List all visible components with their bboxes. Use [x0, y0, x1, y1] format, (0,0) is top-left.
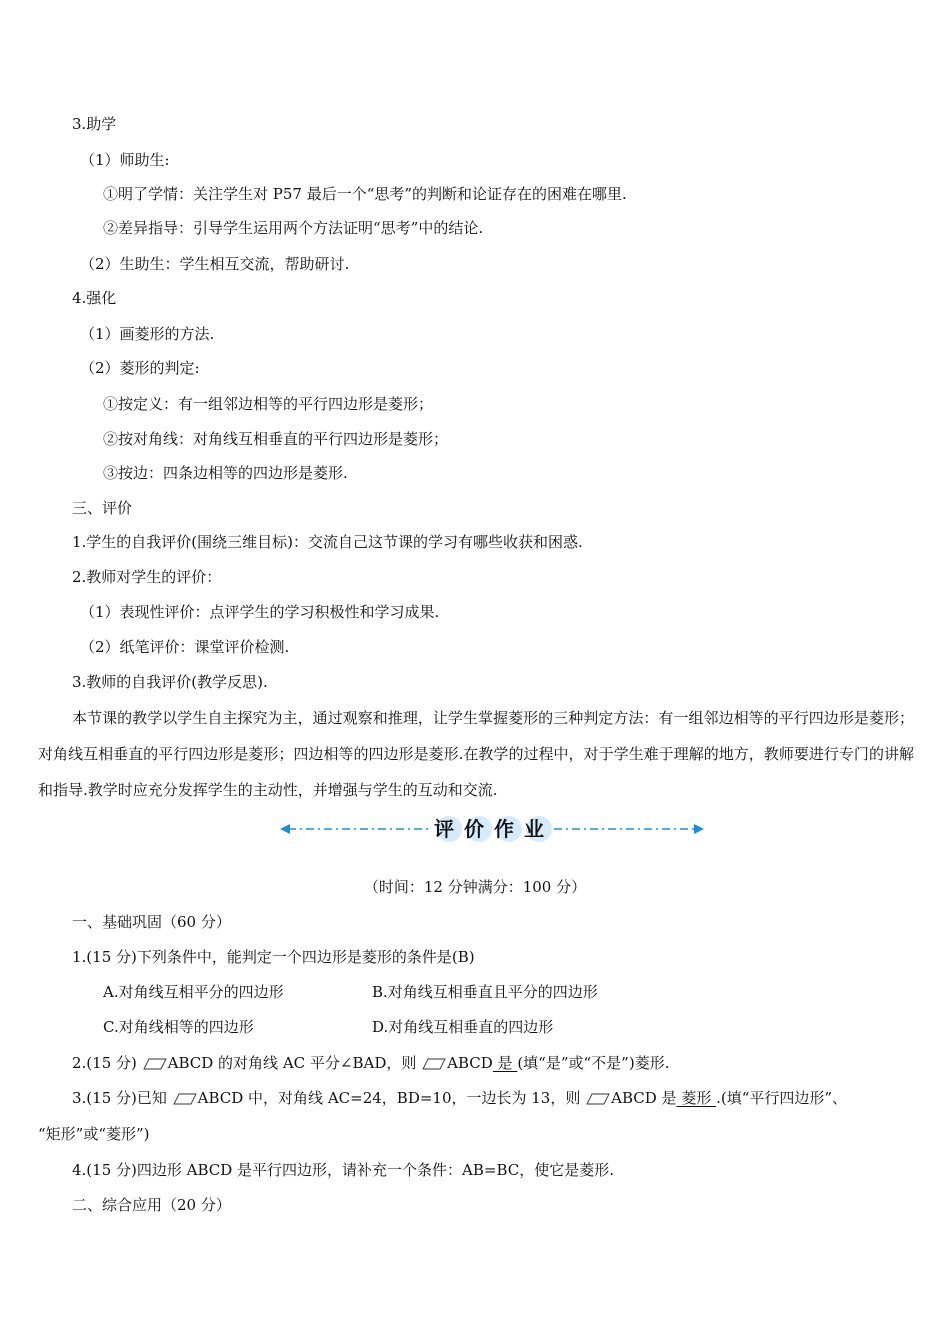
item-huafangfa: （1）画菱形的方法. [80, 325, 215, 343]
parallelogram-icon [422, 1058, 446, 1070]
banner-title: 评价作业 [434, 817, 554, 841]
item-biaoxian: （1）表现性评价：点评学生的学习积极性和学习成果. [80, 603, 440, 621]
question-4: 4.(15 分)四边形 ABCD 是平行四边形，请补充一个条件：AB=BC，使它是菱形. [72, 1161, 615, 1179]
parallelogram-icon [173, 1093, 197, 1105]
q3-text-2: ABCD 是 [611, 1089, 677, 1107]
reflection-text: 本节课的教学以学生自主探究为主，通过观察和推理，让学生掌握菱形的三种判定方法：有一组邻边相等的平行四边形是菱形；对角线互相垂直的平行四边形是菱形；四边相等的四边形是菱形.在教学的过程中，对于学生难于理解的地方，教师要进行专门的讲解和指导.教学时应充分发挥学生的主动性，并增强与学生的互动和交流. [38, 709, 914, 799]
q2-suffix: (填“是”或“不是”)菱形. [517, 1054, 670, 1072]
homework-banner [278, 814, 706, 844]
item-shengzhusheng: （2）生助生：学生相互交流，帮助研讨. [80, 255, 350, 273]
item-dingyi: ①按定义：有一组邻边相等的平行四边形是菱形； [103, 395, 434, 413]
item-mingle: ①明了学情：关注学生对 P57 最后一个“思考”的判断和论证存在的困难在哪里. [103, 185, 627, 203]
q2-answer: 是 [492, 1054, 518, 1072]
banner-left-arrow-icon [280, 824, 290, 834]
section-jichu: 一、基础巩固（60 分） [72, 913, 231, 931]
item-zhibi: （2）纸笔评价：课堂评价检测. [80, 638, 290, 656]
parallelogram-icon [586, 1093, 610, 1105]
q1-option-b: B.对角线互相垂直且平分的四边形 [372, 983, 598, 1001]
question-3-continued: “矩形”或“菱形”) [38, 1125, 150, 1143]
q2-text-1: ABCD 的对角线 AC 平分∠BAD，则 [167, 1054, 417, 1072]
item-panding: （2）菱形的判定: [80, 359, 200, 377]
item-jiaoshi-ziwo: 3.教师的自我评价(教学反思). [72, 673, 268, 691]
heading-qianghua: 4.强化 [72, 289, 117, 307]
time-note: （时间：12 分钟满分：100 分） [363, 878, 587, 896]
question-3 [72, 1088, 847, 1108]
item-duijiaoxian: ②按对角线：对角线互相垂直的平行四边形是菱形； [103, 430, 449, 448]
item-chayi: ②差异指导：引导学生运用两个方法证明“思考”中的结论. [103, 219, 484, 237]
q3-prefix: 3.(15 分)已知 [72, 1089, 167, 1107]
item-ziwo: 1.学生的自我评价(围绕三维目标)：交流自己这节课的学习有哪些收获和困惑. [72, 533, 583, 551]
q1-option-c: C.对角线相等的四边形 [103, 1018, 254, 1036]
item-jiaoshi-dui: 2.教师对学生的评价： [72, 568, 222, 586]
banner-right-arrow-icon [694, 824, 704, 834]
reflection-paragraph [38, 700, 914, 808]
q3-text-1: ABCD 中，对角线 AC=24，BD=10，一边长为 13，则 [197, 1089, 581, 1107]
question-1: 1.(15 分)下列条件中，能判定一个四边形是菱形的条件是(B) [72, 948, 475, 966]
q3-suffix: .(填“平行四边形”、 [716, 1089, 848, 1107]
question-2 [72, 1053, 669, 1073]
parallelogram-icon [143, 1058, 167, 1070]
heading-pingjia: 三、评价 [72, 499, 133, 517]
item-anbian: ③按边：四条边相等的四边形是菱形. [103, 464, 348, 482]
section-zonghe: 二、综合应用（20 分） [72, 1196, 231, 1214]
q2-text-2: ABCD [447, 1054, 493, 1072]
item-shizhusheng: （1）师助生: [80, 151, 170, 169]
q1-option-a: A.对角线互相平分的四边形 [103, 983, 284, 1001]
q2-prefix: 2.(15 分) [72, 1054, 137, 1072]
q3-answer: 菱形 [676, 1089, 717, 1107]
q1-option-d: D.对角线互相垂直的四边形 [372, 1018, 554, 1036]
heading-zhuxue: 3.助学 [72, 115, 117, 133]
